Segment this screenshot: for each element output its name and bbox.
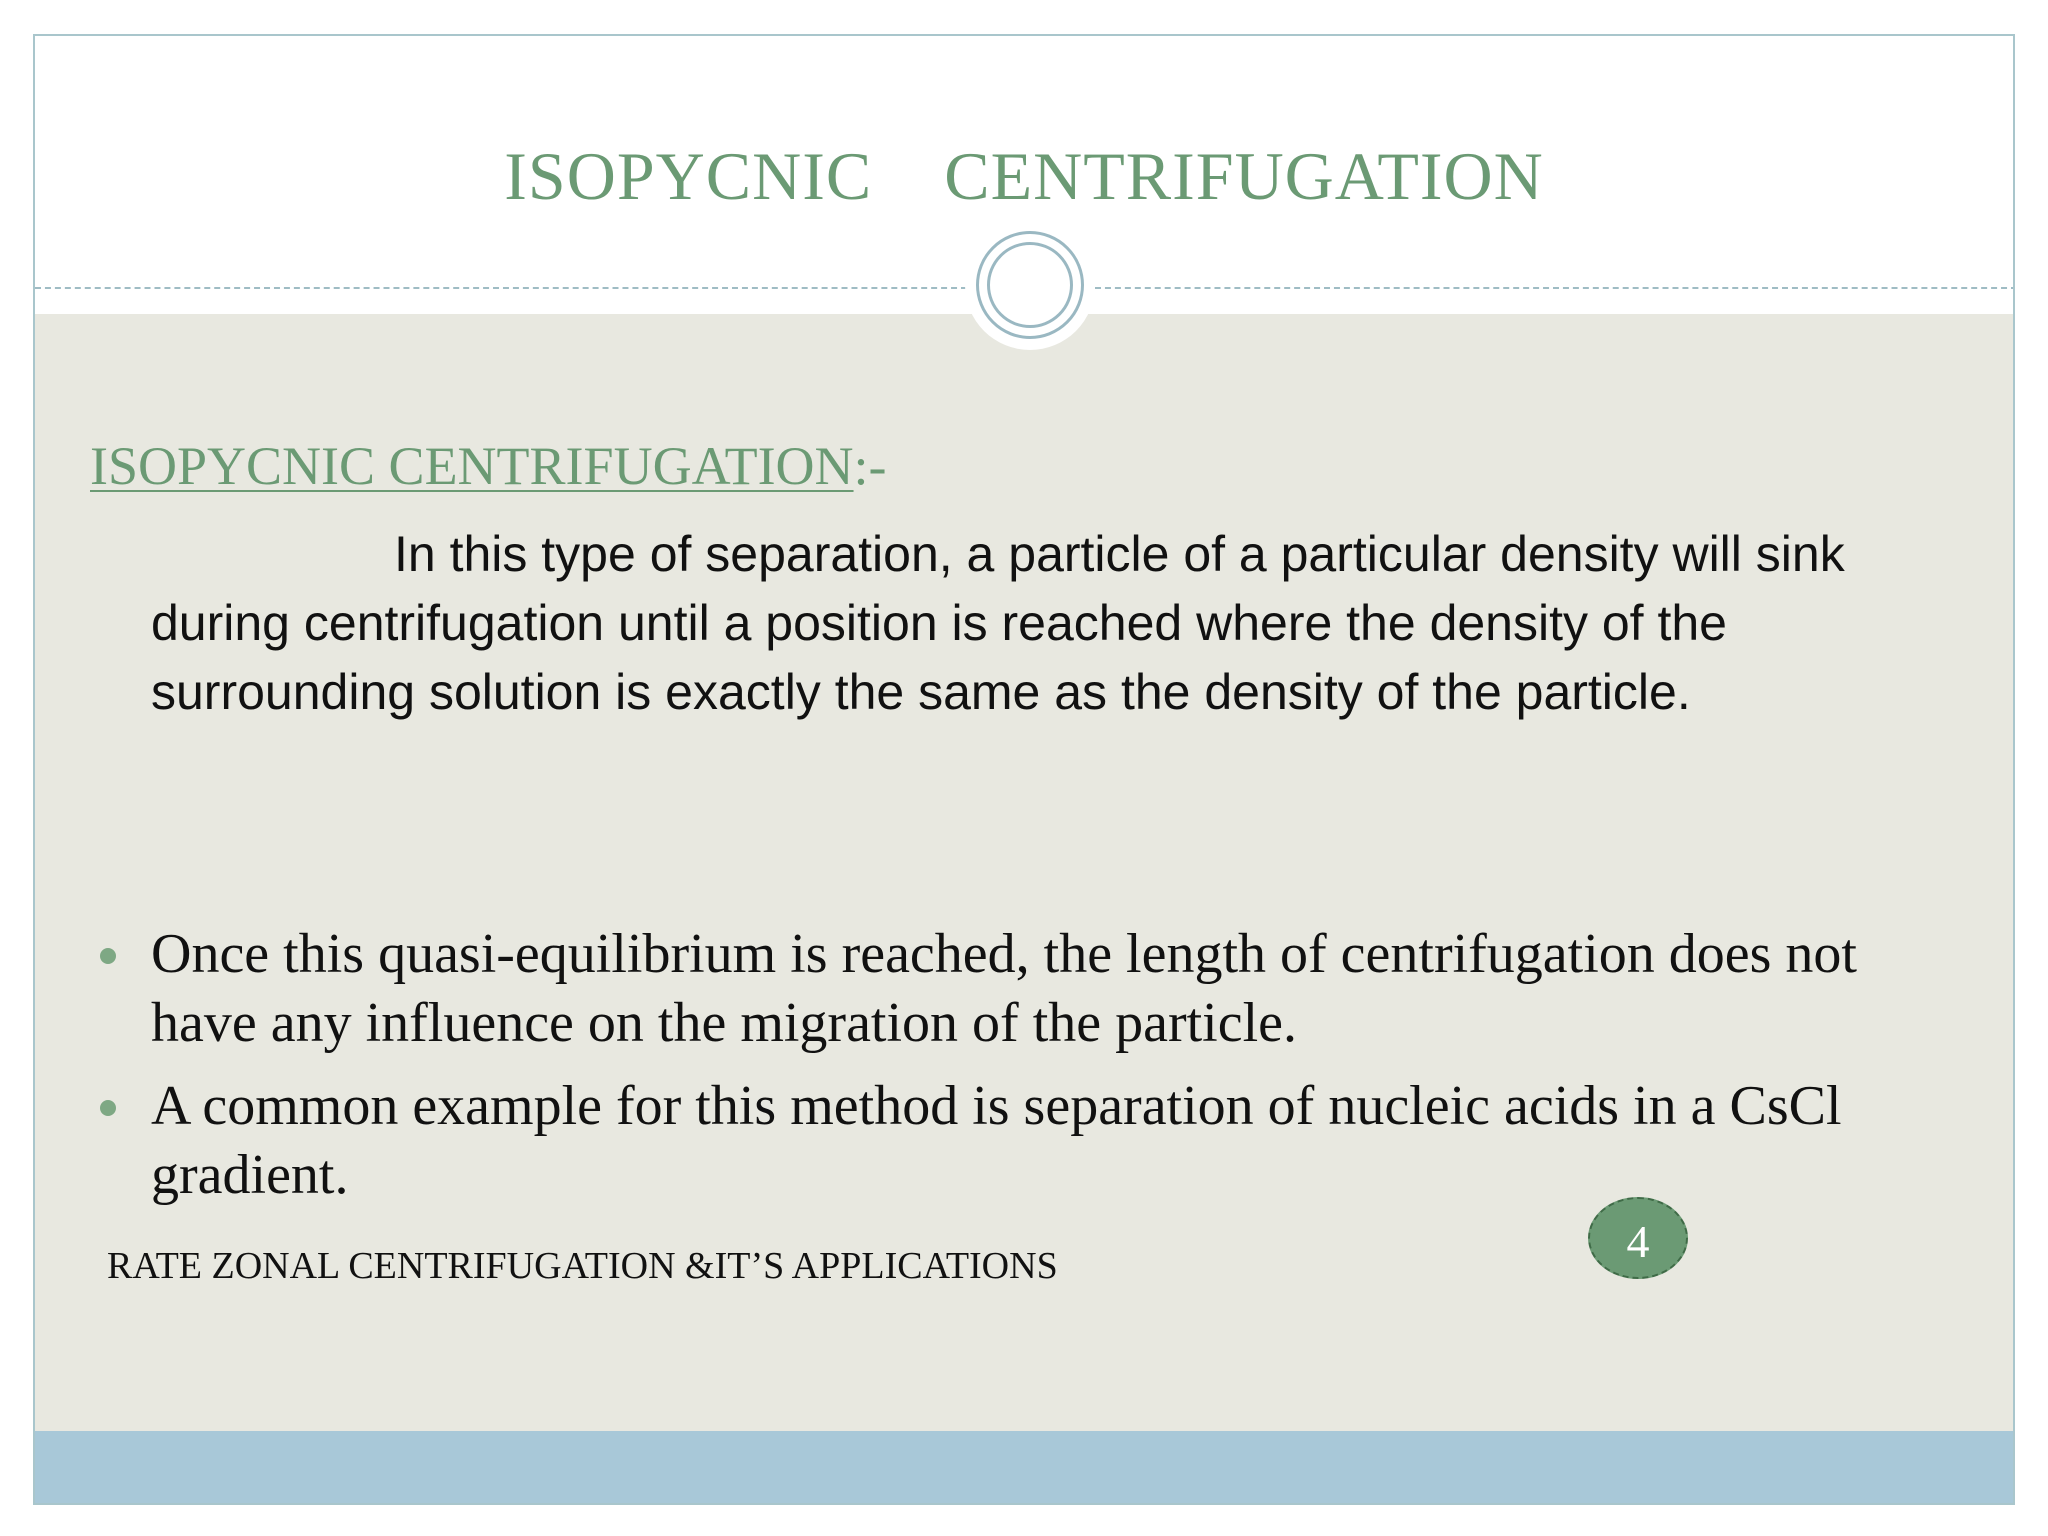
header-divider-left [35,287,967,289]
bullet-text: A common example for this method is separation of nucleic acids in a CsCl gradient. [151,1075,1842,1206]
circle-ring-inner [987,242,1073,328]
section-heading [90,434,887,499]
section-heading-label: ISOPYCNIC CENTRIFUGATION [90,436,854,496]
intro-paragraph: In this type of separation, a particle of a particular density will sink during centrifugation until a position is reached where the density of the surrounding solution is exactly the same as the density of the particle. [151,526,1845,720]
bullet-dot-icon [100,948,116,964]
slide [33,34,2015,1505]
slide-footer-band [35,1431,2013,1503]
slide-number-badge: 4 [1588,1197,1688,1279]
slide-title: ISOPYCNIC CENTRIFUGATION [504,138,1544,214]
circle-ring-icon [976,231,1084,339]
bullet-item [90,920,1960,1058]
bullet-text: Once this quasi-equilibrium is reached, the length of centrifugation does not have any influence on the migration of the particle. [151,923,1857,1054]
bullet-dot-icon [100,1100,116,1116]
bullet-item [90,1072,1960,1210]
footer-text: RATE ZONAL CENTRIFUGATION &IT’S APPLICATIONS [107,1245,1058,1287]
header-divider-right [1095,287,2015,289]
section-heading-suffix: :- [853,436,887,496]
bullet-list [90,920,1960,1224]
